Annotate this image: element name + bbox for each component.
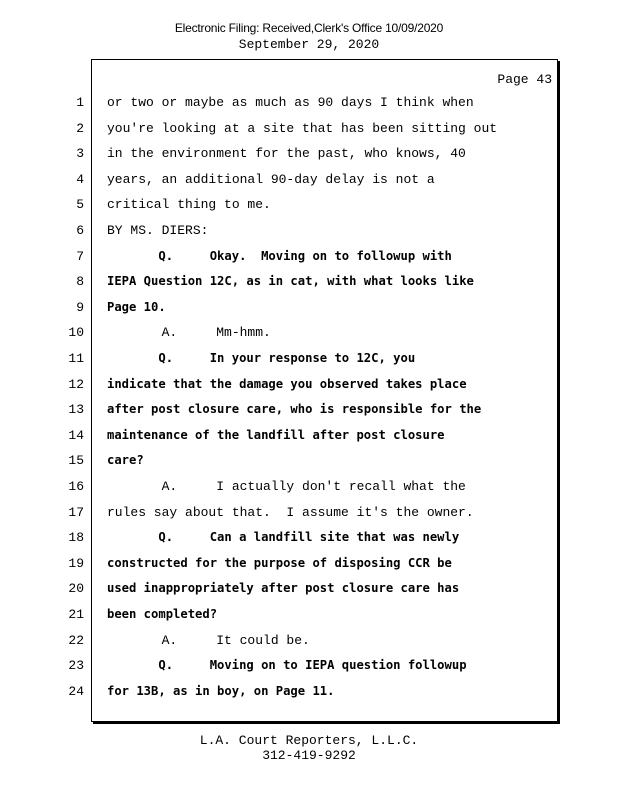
line-number: 20: [68, 581, 84, 597]
transcript-line: [0, 453, 618, 473]
filing-date: September 29, 2020: [238, 37, 380, 52]
line-number: 10: [68, 325, 84, 341]
transcript-line: [0, 556, 618, 576]
transcript-line: [0, 223, 618, 243]
line-text: or two or maybe as much as 90 days I think when: [107, 95, 474, 110]
line-text: Q. Can a landfill site that was newly: [107, 530, 460, 545]
line-text: maintenance of the landfill after post closure: [107, 427, 445, 442]
line-text: Q. In your response to 12C, you: [107, 351, 416, 365]
line-number: 8: [76, 274, 84, 290]
transcript-line: [0, 684, 618, 704]
transcript-line: [0, 505, 618, 525]
line-text: A. Mm-hmm.: [107, 325, 271, 341]
line-number: 22: [68, 632, 84, 648]
line-text: for 13B, as in boy, on Page 11.: [107, 683, 335, 698]
transcript-line: [0, 197, 618, 217]
transcript-line: [0, 377, 618, 397]
line-number: 17: [68, 504, 84, 520]
line-text: A. I actually don't recall what the: [107, 479, 466, 494]
line-number: 5: [76, 197, 84, 213]
line-number: 21: [68, 607, 84, 622]
transcript-line: [0, 172, 618, 192]
line-text: after post closure care, who is responsible for the: [107, 402, 482, 417]
line-number: 23: [68, 658, 84, 674]
transcript-line: [0, 121, 618, 141]
reporter-company: L.A. Court Reporters, L.L.C.: [199, 733, 419, 748]
line-number: 15: [68, 453, 84, 469]
line-text: A. It could be.: [107, 632, 310, 648]
line-number: 2: [76, 120, 84, 136]
line-number: 13: [68, 402, 84, 418]
transcript-line: [0, 581, 618, 601]
line-number: 1: [76, 95, 84, 110]
line-number: 7: [76, 248, 84, 264]
line-text: in the environment for the past, who knows, 40: [107, 146, 466, 162]
line-text: rules say about that. I assume it's the owner.: [107, 504, 474, 520]
transcript-line: [0, 274, 618, 294]
line-text: Q. Moving on to IEPA question followup: [107, 658, 467, 673]
line-text: indicate that the damage you observed takes place: [107, 376, 467, 391]
transcript-line: [0, 300, 618, 320]
transcript-line: [0, 530, 618, 550]
line-text: critical thing to me.: [107, 197, 271, 213]
transcript-line: [0, 402, 618, 422]
page-number: Page 43: [497, 72, 552, 87]
line-number: 24: [68, 683, 84, 699]
line-number: 3: [76, 146, 84, 162]
line-number: 12: [68, 376, 84, 392]
line-number: 9: [76, 299, 84, 315]
line-number: 14: [68, 427, 84, 443]
line-text: you're looking at a site that has been sitting out: [107, 120, 498, 136]
transcript-line: [0, 146, 618, 166]
line-number: 18: [68, 530, 84, 546]
line-number: 6: [76, 223, 84, 238]
transcript-line: [0, 95, 618, 115]
transcript-line: [0, 351, 618, 371]
line-text: Q. Okay. Moving on to followup with: [107, 248, 452, 263]
line-number: 16: [68, 479, 84, 494]
transcript-line: [0, 428, 618, 448]
transcript-line: [0, 607, 618, 627]
line-number: 4: [76, 171, 84, 187]
line-text: constructed for the purpose of disposing CCR be: [107, 555, 452, 570]
transcript-line: [0, 658, 618, 678]
line-number: 11: [68, 351, 84, 366]
line-text: care?: [107, 453, 144, 468]
line-text: Page 10.: [107, 299, 166, 314]
line-text: BY MS. DIERS:: [107, 223, 209, 238]
filing-stamp: Electronic Filing: Received,Clerk's Office 10/09/2020: [174, 21, 444, 35]
line-text: years, an additional 90-day delay is not a: [107, 171, 435, 187]
transcript-line: [0, 249, 618, 269]
line-number: 19: [68, 555, 84, 571]
line-text: used inappropriately after post closure care has: [107, 581, 460, 596]
transcript-line: [0, 325, 618, 345]
transcript-line: [0, 479, 618, 499]
line-text: IEPA Question 12C, as in cat, with what looks like: [107, 274, 474, 289]
transcript-line: [0, 633, 618, 653]
line-text: been completed?: [107, 607, 218, 621]
reporter-phone: 312-419-9292: [262, 748, 356, 763]
